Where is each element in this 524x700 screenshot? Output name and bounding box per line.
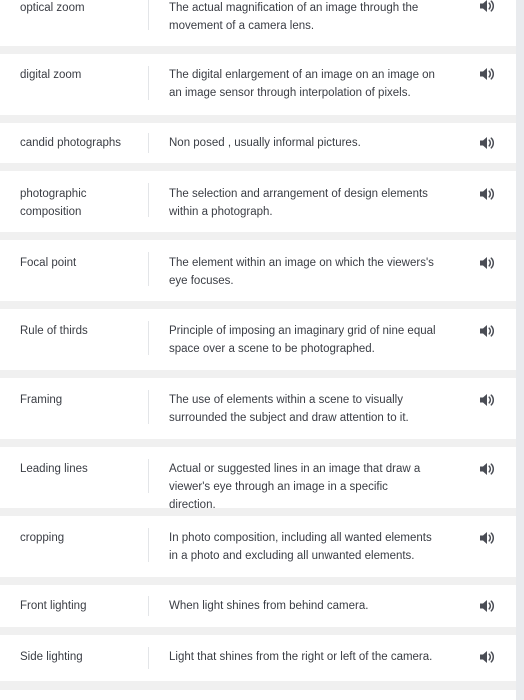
definition-text: Light that shines from the right or left of the camera. bbox=[169, 651, 433, 663]
card-divider bbox=[148, 133, 149, 153]
next-card-edge bbox=[0, 690, 516, 700]
speaker-icon[interactable] bbox=[479, 187, 495, 201]
definition-text: The digital enlargement of an image on an image on an image sensor through interpolation of pixels. bbox=[169, 69, 435, 99]
term-text: Rule of thirds bbox=[20, 325, 88, 337]
speaker-icon[interactable] bbox=[479, 531, 495, 545]
term-card bbox=[0, 171, 516, 232]
term-text: photographic composition bbox=[20, 188, 87, 218]
speaker-icon[interactable] bbox=[479, 0, 495, 13]
card-divider bbox=[148, 183, 149, 217]
card-divider bbox=[148, 459, 149, 493]
term-card bbox=[0, 635, 516, 681]
definition-text: The selection and arrangement of design elements within a photograph. bbox=[169, 188, 428, 218]
term-text: Front lighting bbox=[20, 600, 87, 612]
term-text: cropping bbox=[20, 532, 65, 544]
card-divider bbox=[148, 0, 149, 30]
term-card bbox=[0, 447, 516, 511]
speaker-icon[interactable] bbox=[479, 67, 495, 81]
term-card bbox=[0, 378, 516, 439]
term-card bbox=[0, 585, 516, 627]
card-divider bbox=[148, 252, 149, 286]
definition-text: In photo composition, including all wanted elements in a photo and excluding all unwanted elements. bbox=[169, 532, 432, 562]
card-divider bbox=[148, 528, 149, 562]
card-divider bbox=[148, 596, 149, 616]
term-card bbox=[0, 516, 516, 577]
speaker-icon[interactable] bbox=[479, 393, 495, 407]
definition-text: Principle of imposing an imaginary grid of nine equal space over a scene to be photographed. bbox=[169, 325, 436, 355]
definition-text: Actual or suggested lines in an image that draw a viewer's eye through an image in a specific direction. bbox=[169, 463, 421, 511]
speaker-icon[interactable] bbox=[479, 599, 495, 613]
speaker-icon[interactable] bbox=[479, 324, 495, 338]
speaker-icon[interactable] bbox=[479, 462, 495, 476]
speaker-icon[interactable] bbox=[479, 650, 495, 664]
speaker-icon[interactable] bbox=[479, 256, 495, 270]
term-card bbox=[0, 0, 516, 46]
term-text: candid photographs bbox=[20, 137, 122, 149]
term-text: optical zoom bbox=[20, 2, 85, 14]
term-text: Focal point bbox=[20, 257, 77, 269]
term-text: digital zoom bbox=[20, 69, 82, 81]
card-divider bbox=[148, 390, 149, 424]
card-divider bbox=[148, 321, 149, 355]
term-text: Leading lines bbox=[20, 463, 88, 475]
definition-text: When light shines from behind camera. bbox=[169, 600, 369, 612]
definition-text: The actual magnification of an image through the movement of a camera lens. bbox=[169, 2, 419, 32]
card-divider bbox=[148, 647, 149, 669]
term-text: Side lighting bbox=[20, 651, 83, 663]
speaker-icon[interactable] bbox=[479, 136, 495, 150]
term-card bbox=[0, 54, 516, 115]
term-card bbox=[0, 240, 516, 301]
term-card bbox=[0, 123, 516, 163]
definition-text: Non posed , usually informal pictures. bbox=[169, 137, 361, 149]
card-divider bbox=[148, 66, 149, 100]
term-text: Framing bbox=[20, 394, 63, 406]
term-card bbox=[0, 309, 516, 370]
definition-text: The use of elements within a scene to visually surrounded the subject and draw attention to it. bbox=[169, 394, 409, 424]
definition-text: The element within an image on which the viewers's eye focuses. bbox=[169, 257, 434, 287]
scroll-edge bbox=[516, 0, 524, 700]
